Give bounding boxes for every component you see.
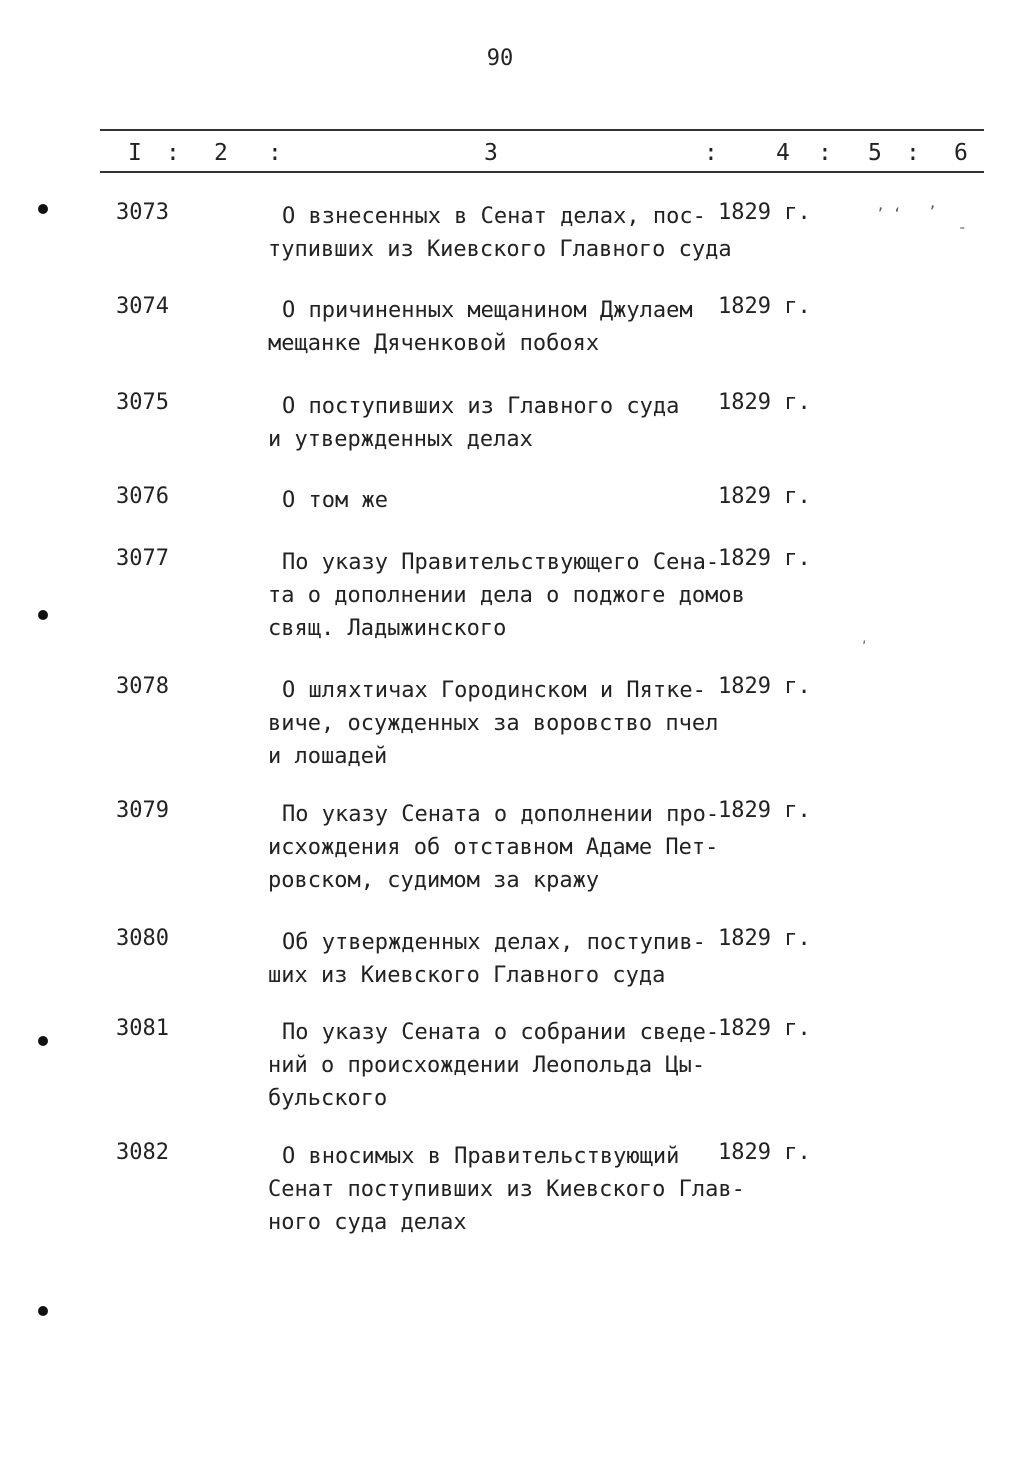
description-line: О взнесенных в Сенат делах, пос-	[282, 204, 706, 229]
item-date: 1829 г.	[718, 1016, 811, 1041]
description-line: О том же	[282, 488, 388, 513]
item-description	[268, 294, 728, 360]
header-col-5: 5	[868, 140, 882, 166]
scan-speck: ʼ	[928, 204, 937, 220]
description-line: ровском, судимом за кражу	[268, 868, 600, 893]
scan-speck: ʹ	[860, 640, 869, 656]
header-col-3: 3	[484, 140, 498, 166]
description-line: тупивших из Киевского Главного суда	[268, 237, 732, 262]
header-separator: :	[268, 140, 282, 166]
item-number: 3080	[116, 926, 169, 951]
description-line: виче, осужденных за воровство пчел	[268, 711, 719, 736]
item-number: 3077	[116, 546, 169, 571]
description-line: бульского	[268, 1086, 388, 1111]
scan-speck: ʼ ʻ	[876, 206, 902, 222]
item-description	[268, 546, 745, 645]
description-line: и утвержденных делах	[268, 427, 533, 452]
binding-hole-mark	[38, 610, 48, 620]
description-line: ших из Киевского Главного суда	[268, 963, 666, 988]
scan-speck: ˍ	[958, 214, 967, 230]
item-date: 1829 г.	[718, 294, 811, 319]
item-number: 3078	[116, 674, 169, 699]
header-separator: :	[906, 140, 920, 166]
header-col-4: 4	[776, 140, 790, 166]
item-description	[268, 484, 728, 517]
binding-hole-mark	[38, 204, 48, 214]
table-top-rule	[100, 129, 984, 131]
item-description	[268, 200, 732, 266]
description-line: и лошадей	[268, 744, 388, 769]
header-col-1: I	[128, 140, 142, 166]
item-number: 3074	[116, 294, 169, 319]
description-line: исхождения об отставном Адаме Пет-	[268, 835, 719, 860]
description-line: По указу Правительствующего Сена-	[282, 550, 720, 575]
item-description	[268, 798, 728, 897]
item-description	[268, 1016, 728, 1115]
item-date: 1829 г.	[718, 200, 811, 225]
header-col-2: 2	[214, 140, 228, 166]
header-separator: :	[704, 140, 718, 166]
item-date: 1829 г.	[718, 926, 811, 951]
page-number: 90	[486, 46, 514, 71]
description-line: О причиненных мещанином Джулаем	[282, 298, 693, 323]
binding-hole-mark	[38, 1306, 48, 1316]
description-line: та о дополнении дела о поджоге домов	[268, 583, 745, 608]
description-line: ний о происхождении Леопольда Цы-	[268, 1053, 706, 1078]
description-line: Об утвержденных делах, поступив-	[282, 930, 706, 955]
item-description	[268, 674, 728, 773]
header-separator: :	[818, 140, 832, 166]
description-line: мещанке Дяченковой побоях	[268, 331, 600, 356]
description-line: По указу Сената о собрании сведе-	[282, 1020, 720, 1045]
table-header-rule	[100, 171, 984, 173]
item-description	[268, 390, 728, 456]
item-date: 1829 г.	[718, 674, 811, 699]
item-number: 3075	[116, 390, 169, 415]
item-number: 3081	[116, 1016, 169, 1041]
description-line: ного суда делах	[268, 1210, 467, 1235]
header-col-6: 6	[954, 140, 968, 166]
item-number: 3073	[116, 200, 169, 225]
item-date: 1829 г.	[718, 798, 811, 823]
item-number: 3082	[116, 1140, 169, 1165]
item-date: 1829 г.	[718, 546, 811, 571]
item-number: 3076	[116, 484, 169, 509]
item-date: 1829 г.	[718, 1140, 811, 1165]
item-number: 3079	[116, 798, 169, 823]
description-line: По указу Сената о дополнении про-	[282, 802, 720, 827]
item-date: 1829 г.	[718, 390, 811, 415]
description-line: О шляхтичах Городинском и Пятке-	[282, 678, 706, 703]
description-line: О поступивших из Главного суда	[282, 394, 680, 419]
item-description	[268, 926, 728, 992]
description-line: Сенат поступивших из Киевского Глав-	[268, 1177, 745, 1202]
item-description	[268, 1140, 745, 1239]
binding-hole-mark	[38, 1036, 48, 1046]
item-date: 1829 г.	[718, 484, 811, 509]
description-line: свящ. Ладыжинского	[268, 616, 507, 641]
description-line: О вносимых в Правительствующий	[282, 1144, 680, 1169]
header-separator: :	[166, 140, 180, 166]
